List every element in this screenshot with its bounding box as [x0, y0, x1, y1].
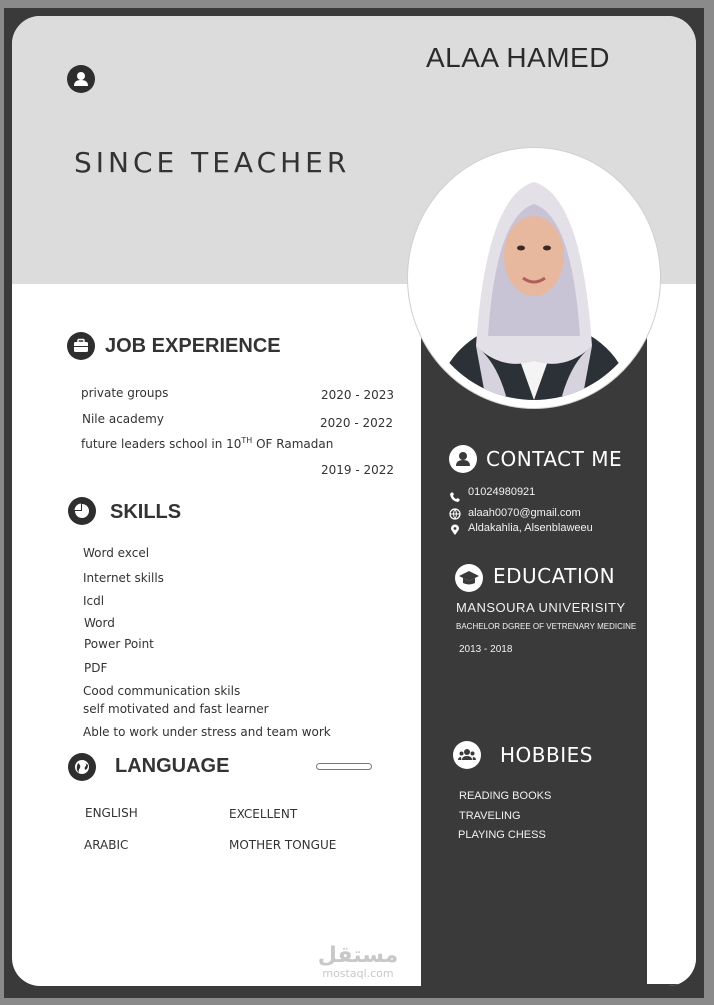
skill-item: Cood communication skils	[83, 684, 241, 698]
graduation-cap-icon	[455, 564, 483, 592]
job-experience-heading: JOB EXPERIENCE	[105, 335, 281, 357]
language-heading: LANGUAGE	[115, 755, 230, 777]
contact-heading: CONTACT ME	[486, 447, 623, 471]
job-years-3: 2019 - 2022	[321, 463, 395, 477]
profile-photo	[416, 156, 652, 400]
skill-item: Word excel	[83, 546, 150, 560]
skills-heading: SKILLS	[110, 501, 182, 523]
briefcase-icon	[67, 332, 95, 360]
language-name-2: ARABIC	[84, 838, 129, 852]
job-place-1: private groups	[81, 386, 169, 400]
web-icon	[449, 505, 461, 517]
skill-item: PDF	[84, 661, 108, 675]
globe-icon	[68, 753, 96, 781]
watermark-latin: mostaql.com	[322, 967, 394, 980]
hobby-item: READING BOOKS	[459, 790, 552, 802]
skill-item: Internet skills	[83, 571, 164, 585]
hobby-item: PLAYING CHESS	[458, 829, 546, 841]
contact-user-icon	[449, 445, 477, 473]
watermark	[312, 944, 404, 980]
bottom-dark-edge	[421, 984, 696, 986]
job-years-2: 2020 - 2022	[320, 416, 394, 430]
people-group-icon	[453, 741, 481, 769]
phone-icon	[449, 488, 461, 500]
location-pin-icon	[449, 521, 461, 533]
contact-address: Aldakahlia, Alsenblaweeu	[468, 522, 593, 534]
person-name: ALAA HAMED	[426, 42, 610, 73]
job-years-1: 2020 - 2023	[321, 388, 395, 402]
pie-chart-icon	[68, 497, 96, 525]
decorative-bar	[316, 763, 372, 770]
education-degree: BACHELOR DGREE OF VETRENARY MEDICINE	[456, 622, 637, 631]
job-title: SINCE TEACHER	[74, 146, 351, 179]
language-level-2: MOTHER TONGUE	[229, 838, 337, 852]
language-name-1: ENGLISH	[85, 806, 138, 820]
job-place-2: Nile academy	[82, 412, 164, 426]
watermark-arabic: مستقل	[317, 943, 399, 968]
skill-item: Power Point	[84, 637, 154, 651]
education-university: MANSOURA UNIVERISITY	[456, 600, 626, 615]
skill-item: self motivated and fast learner	[83, 702, 269, 716]
language-level-1: EXCELLENT	[229, 807, 298, 821]
skill-item: Word	[84, 616, 115, 630]
right-white-strip	[647, 284, 696, 986]
job-place-3: future leaders school in 10TH OF Ramadan	[81, 436, 334, 451]
contact-email: alaah0070@gmail.com	[468, 507, 581, 519]
user-icon	[67, 65, 95, 93]
hobbies-heading: HOBBIES	[500, 743, 593, 767]
education-heading: EDUCATION	[493, 564, 616, 588]
skill-item: Able to work under stress and team work	[83, 725, 331, 739]
hobby-item: TRAVELING	[459, 810, 521, 822]
skill-item: Icdl	[83, 594, 105, 608]
contact-phone: 01024980921	[468, 486, 536, 498]
resume-card	[12, 16, 696, 986]
education-years: 2013 - 2018	[459, 644, 513, 655]
